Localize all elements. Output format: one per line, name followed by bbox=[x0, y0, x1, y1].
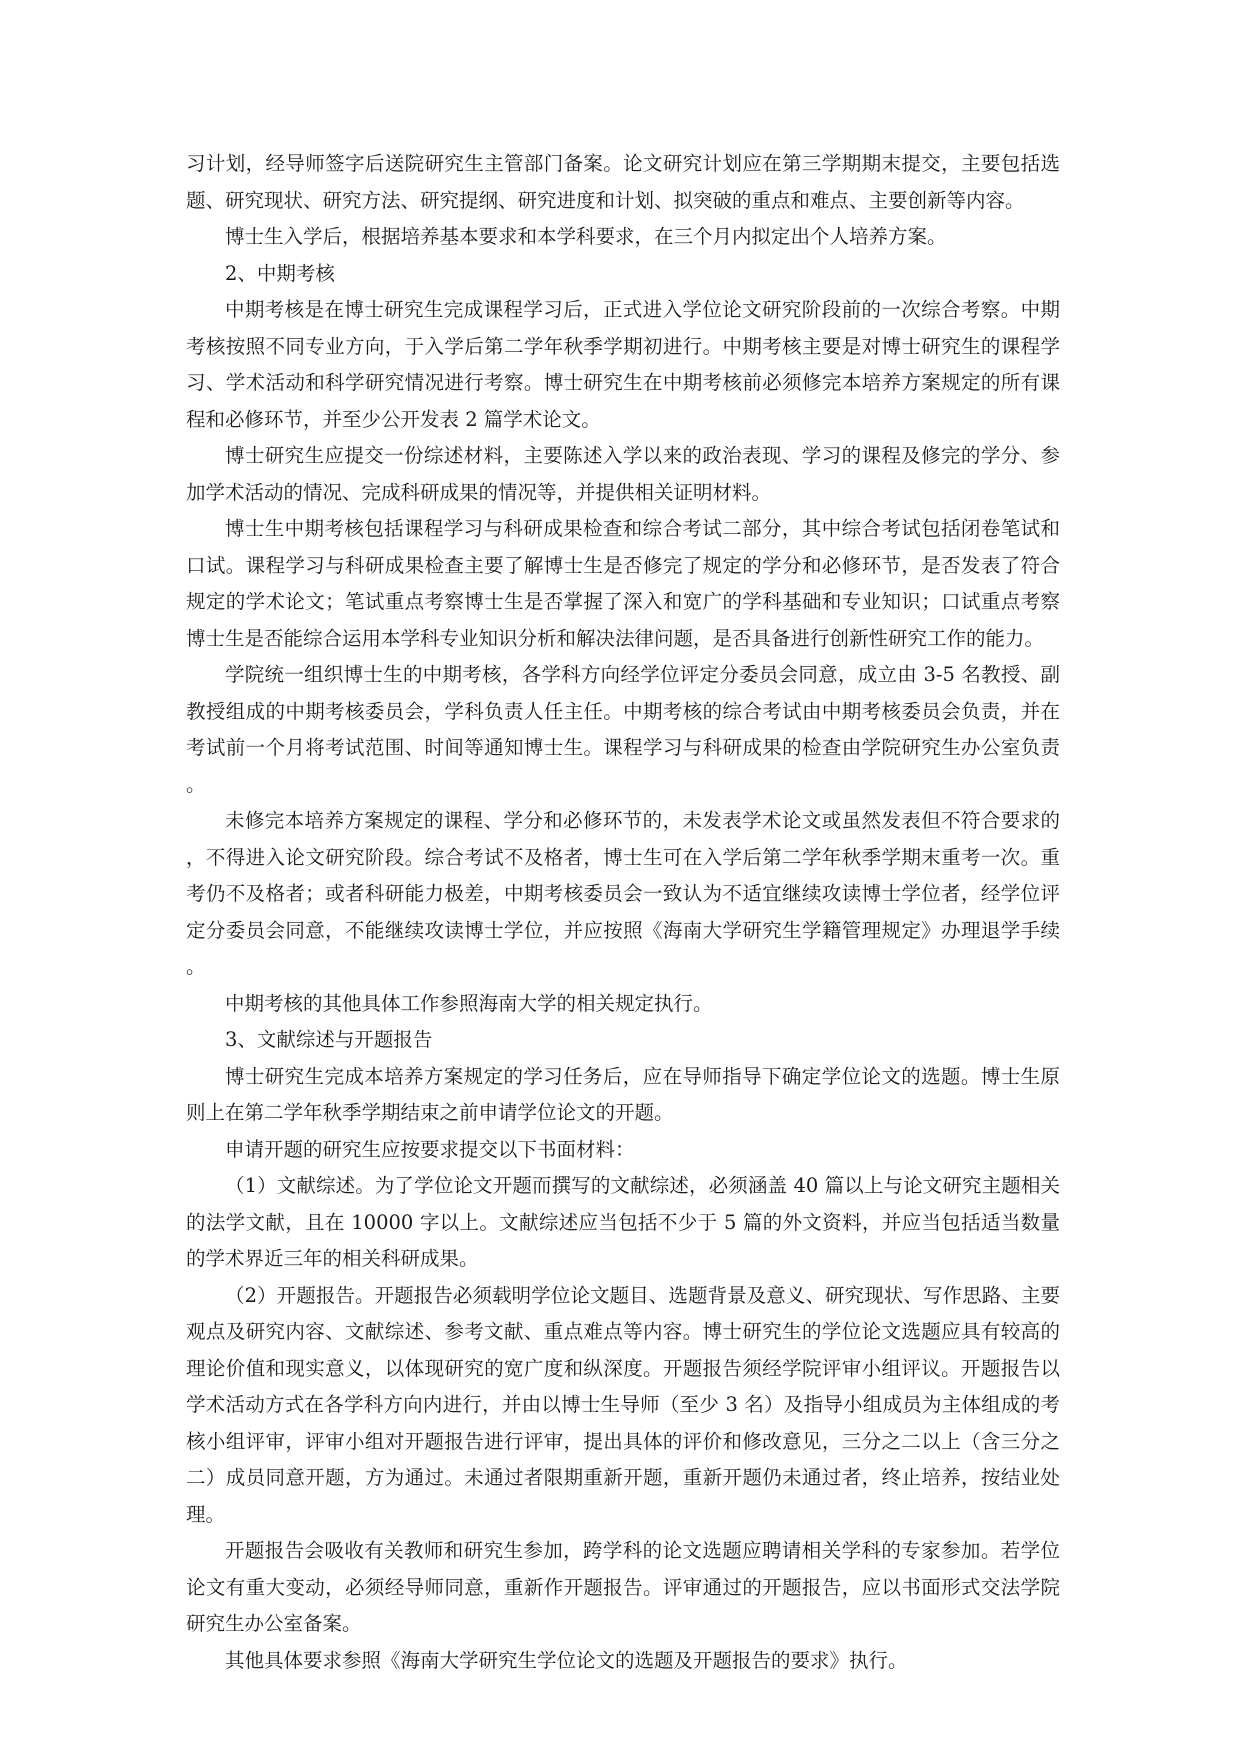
paragraph-other-requirements: 其他具体要求参照《海南大学研究生学位论文的选题及开题报告的要求》执行。 bbox=[225, 1648, 908, 1672]
paragraph-summary-material: 博士研究生应提交一份综述材料，主要陈述入学以来的政治表现、学习的课程及修完的学分、参加学术活动的情况、完成科研成果的情况等，并提供相关证明材料。 bbox=[186, 444, 1060, 504]
paragraph-midterm-overview: 中期考核是在博士研究生完成课程学习后，正式进入学位论文研究阶段前的一次综合考察。中期考核按照不同专业方向，于入学后第二学年秋季学期初进行。中期考核主要是对博士研究生的课程学习、学术活动和科学研究情况进行考察。博士研究生在中期考核前必须修完本培养方案规定的所有课程和必修环节，并至少公开发表 2 篇学术论文。 bbox=[186, 298, 1060, 431]
paragraph-literature-review: （1）文献综述。为了学位论文开题而撰写的文献综述，必须涵盖 40 篇以上与论文研究主题相关的法学文献，且在 10000 字以上。文献综述应当包括不少于 5 篇的外文资料，并应当包括适当数量的学术界近三年的相关科研成果。 bbox=[186, 1174, 1060, 1270]
paragraph-midterm-committee: 学院统一组织博士生的中期考核，各学科方向经学位评定分委员会同意，成立由 3-5 名教授、副教授组成的中期考核委员会，学科负责人任主任。中期考核的综合考试由中期考核委员会负责，并在考试前一个月将考试范围、时间等通知博士生。课程学习与科研成果的检查由学院研究生办公室负责。 bbox=[186, 663, 1060, 796]
section-heading-literature-proposal: 3、文献综述与开题报告 bbox=[225, 1028, 433, 1051]
paragraph-study-plan-continuation: 习计划，经导师签字后送院研究生主管部门备案。论文研究计划应在第三学期期末提交，主要包括选题、研究现状、研究方法、研究提纲、研究进度和计划、拟突破的重点和难点、主要创新等内容。 bbox=[186, 152, 1060, 212]
section-heading-midterm: 2、中期考核 bbox=[225, 261, 335, 285]
paragraph-required-materials: 申请开题的研究生应按要求提交以下书面材料： bbox=[225, 1137, 635, 1161]
document-page bbox=[186, 146, 1060, 1679]
paragraph-proposal-report: （2）开题报告。开题报告必须载明学位论文题目、选题背景及意义、研究现状、写作思路、主要观点及研究内容、文献综述、参考文献、重点难点等内容。博士研究生的学位论文选题应具有较高的理论价值和现实意义，以体现研究的宽广度和纵深度。开题报告须经学院评审小组评议。开题报告以学术活动方式在各学科方向内进行，并由以博士生导师（至少 3 名）及指导小组成员为主体组成的考核小组评审，评审小组对开题报告进行评审，提出具体的评价和修改意见，三分之二以上（含三分之二）成员同意开题，方为通过。未通过者限期重新开题，重新开题仍未通过者，终止培养，按结业处理。 bbox=[186, 1283, 1060, 1526]
paragraph-proposal-meeting: 开题报告会吸收有关教师和研究生参加，跨学科的论文选题应聘请相关学科的专家参加。若学位论文有重大变动，必须经导师同意，重新作开题报告。评审通过的开题报告，应以书面形式交法学院研究生办公室备案。 bbox=[186, 1539, 1060, 1635]
paragraph-midterm-other: 中期考核的其他具体工作参照海南大学的相关规定执行。 bbox=[225, 991, 713, 1015]
paragraph-midterm-failure: 未修完本培养方案规定的课程、学分和必修环节的，未发表学术论文或虽然发表但不符合要求的，不得进入论文研究阶段。综合考试不及格者，博士生可在入学后第二学年秋季学期末重考一次。重考仍不及格者；或者科研能力极差，中期考核委员会一致认为不适宜继续攻读博士学位者，经学位评定分委员会同意，不能继续攻读博士学位，并应按照《海南大学研究生学籍管理规定》办理退学手续。 bbox=[186, 809, 1060, 978]
paragraph-topic-selection: 博士研究生完成本培养方案规定的学习任务后，应在导师指导下确定学位论文的选题。博士生原则上在第二学年秋季学期结束之前申请学位论文的开题。 bbox=[186, 1064, 1060, 1124]
paragraph-individual-plan: 博士生入学后，根据培养基本要求和本学科要求，在三个月内拟定出个人培养方案。 bbox=[225, 225, 947, 248]
paragraph-midterm-components: 博士生中期考核包括课程学习与科研成果检查和综合考试二部分，其中综合考试包括闭卷笔试和口试。课程学习与科研成果检查主要了解博士生是否修完了规定的学分和必修环节，是否发表了符合规定的学术论文；笔试重点考察博士生是否掌握了深入和宽广的学科基础和专业知识；口试重点考察博士生是否能综合运用本学科专业知识分析和解决法律问题，是否具备进行创新性研究工作的能力。 bbox=[186, 517, 1060, 650]
